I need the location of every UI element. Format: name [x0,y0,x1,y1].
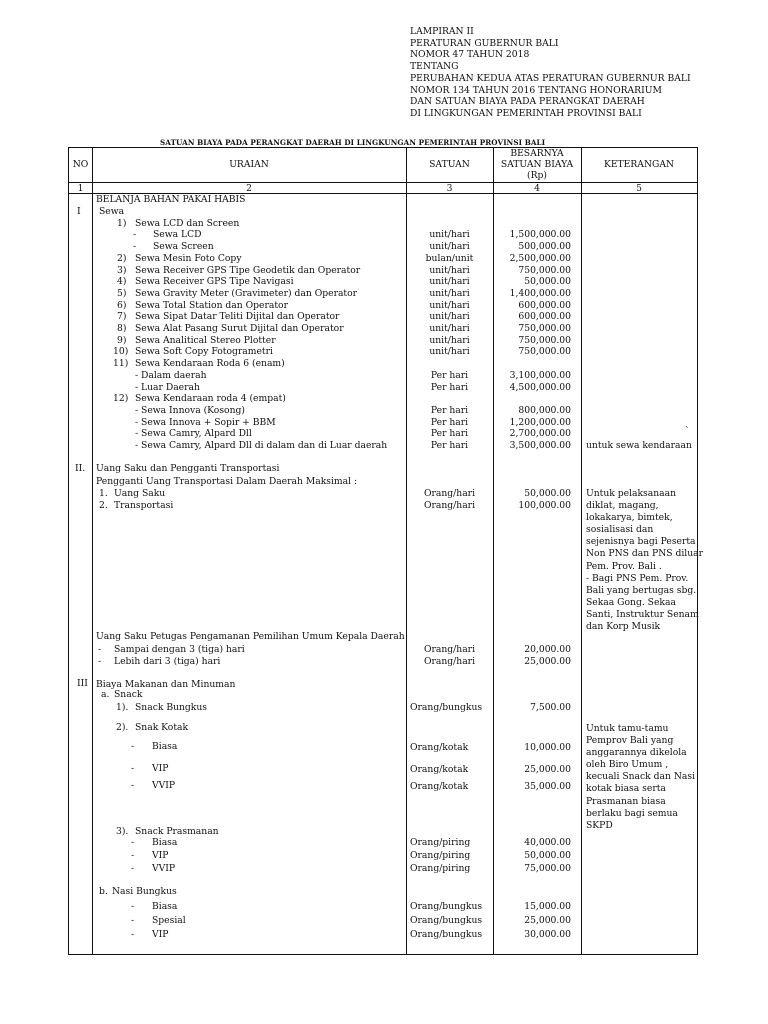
item-number: 2. [99,500,108,511]
header-besarnya-line: BESARNYA [510,148,564,159]
unit-cell: unit/hari [429,299,470,311]
item-description: - Sewa Innova (Kosong) [135,404,245,416]
cost-value: 4,500,000.00 [509,381,571,393]
item-number: - [131,780,135,791]
unit-cell: unit/hari [429,311,470,323]
note-line: Pem. Prov. Bali . [586,560,662,572]
column-divider [581,148,582,954]
unit-cell: Orang/bungkus [410,929,483,940]
cost-value: 800,000.00 [518,404,571,416]
cost-value: 3,100,000.00 [509,369,571,381]
cost-value: 3,500,000.00 [509,440,571,451]
item-description: Sewa Analitical Stereo Plotter [135,334,276,346]
item-number: b. [99,886,108,897]
item-number: - [131,837,135,848]
cost-value: 100,000.00 [518,500,571,511]
header-line: DI LINGKUNGAN PEMERINTAH PROVINSI BALI [410,107,642,119]
item-description: - Dalam daerah [135,369,207,381]
unit-cell: unit/hari [429,276,470,288]
cost-value: 2,500,000.00 [509,252,571,264]
cost-value: 25,000.00 [524,764,571,775]
unit-cell: Per hari [430,381,469,393]
item-number: - [131,901,135,912]
row-note: untuk sewa kendaraan [586,440,692,451]
cost-value: 30,000.00 [524,929,571,940]
header-uraian: URAIAN [229,159,269,170]
header-no: NO [72,159,89,170]
item-description: Sewa Kendaraan Roda 6 (enam) [135,358,285,370]
note-line: Untuk pelaksanaan [586,488,677,499]
unit-cell: Orang/kotak [410,781,469,792]
unit-cell: Per hari [430,416,469,428]
item-description: VIP [152,850,169,861]
column-divider [92,148,93,954]
section-title: Uang Saku dan Pengganti Transportasi [96,463,280,474]
item-number: 1. [99,488,108,499]
item-description: Snack [114,689,143,700]
col-number: 3 [446,183,453,194]
item-description: Sewa Mesin Foto Copy [135,252,242,264]
section-title: Biaya Makanan dan Minuman [96,679,236,690]
note-line: anggarannya dikelola [586,747,687,759]
item-description: Sampai dengan 3 (tiga) hari [114,644,245,655]
cost-value: 7,500.00 [530,702,571,713]
row-number: II. [75,463,86,474]
unit-cell: Per hari [430,369,469,381]
item-description: Biasa [152,901,178,912]
cost-value: 25,000.00 [524,656,571,667]
header-line: DAN SATUAN BIAYA PADA PERANGKAT DAERAH [410,96,645,108]
header-satuan: SATUAN [429,159,470,170]
unit-cell: unit/hari [429,229,470,241]
unit-cell: Orang/piring [410,837,471,848]
note-line: sosialisasi dan [586,524,654,536]
note-line: kotak biasa serta [586,783,666,795]
document-title: SATUAN BIAYA PADA PERANGKAT DAERAH DI LINGKUNGAN PEMERINTAH PROVINSI BALI [160,138,546,147]
item-description: Snak Kotak [135,722,189,733]
item-description: Sewa Gravity Meter (Gravimeter) dan Operator [135,287,358,299]
item-number: 2) [117,252,127,264]
item-number: - [98,644,102,655]
cost-value: 1,500,000.00 [509,229,571,241]
item-number: 12) [113,393,129,405]
row-number: I [77,206,81,217]
cost-value: 600,000.00 [518,311,571,323]
item-number: - [133,229,137,241]
cost-value: 35,000.00 [524,781,571,792]
cost-value: 75,000.00 [524,863,571,874]
header-line: PERATURAN GUBERNUR BALI [410,37,559,49]
cost-value: 750,000.00 [518,334,571,346]
item-description: Sewa Soft Copy Fotogrametri [135,346,273,358]
unit-cell: Per hari [430,404,469,416]
item-description: Biasa [152,837,178,848]
unit-cell: unit/hari [429,323,470,334]
cost-value: 750,000.00 [518,346,571,358]
cost-value: 500,000.00 [518,241,571,253]
subsection-title: Uang Saku Petugas Pengamanan Pemilihan Umum Kepala Daerah [96,631,405,642]
item-description: Sewa [99,206,125,217]
item-description: VVIP [152,780,176,791]
unit-cell: unit/hari [429,346,470,358]
item-description: Spesial [152,915,186,926]
cost-value: 50,000.00 [524,276,571,288]
item-number: 7) [117,311,127,323]
item-number: 8) [117,323,127,334]
unit-cell: unit/hari [429,334,470,346]
item-description: Biasa [152,741,178,752]
unit-cell: Orang/hari [423,488,476,499]
cost-value: 750,000.00 [518,323,571,334]
note-line: kecuali Snack dan Nasi [586,771,696,783]
item-description: Uang Saku [114,488,166,499]
cost-value: 1,400,000.00 [509,287,571,299]
item-description: - Luar Daerah [135,381,200,393]
col-number: 4 [534,183,540,194]
note-line: - Bagi PNS Pem. Prov. [586,572,689,584]
item-description: - Sewa Camry, Alpard Dll [135,428,252,440]
item-number: 9) [117,334,127,346]
item-number: 1) [117,217,127,229]
item-number: 5) [117,287,127,299]
item-number: - [98,656,102,667]
unit-cell: Orang/bungkus [410,901,483,912]
item-description: VVIP [152,863,176,874]
item-description: VIP [152,763,169,774]
note-line: Sekaa Gong. Sekaa [586,596,676,608]
item-number: 4) [117,276,127,288]
item-number: - [131,863,135,874]
item-description: Sewa Sipat Datar Teliti Dijital dan Operator [135,311,340,323]
header-besarnya-line: SATUAN BIAYA [500,159,574,170]
unit-cell: Orang/hari [423,644,476,655]
item-number: - [131,915,135,926]
item-number: 6) [117,299,127,311]
note-line: Santi, Instruktur Senam [586,608,699,620]
unit-cell: bulan/unit [425,252,474,264]
header-besarnya [493,148,581,181]
unit-cell: unit/hari [429,241,470,253]
note-line: Bali yang bertugas sbg. [586,584,697,596]
item-description: Transportasi [114,500,174,511]
item-number: - [131,929,135,940]
note-line: diklat, magang, [586,500,659,512]
item-description: Sewa Kendaraan roda 4 (empat) [135,393,286,405]
cost-value: 750,000.00 [518,264,571,276]
note-block [586,488,703,633]
unit-cell: Orang/bungkus [410,702,483,713]
item-number: 3) [117,264,127,276]
unit-cell: Orang/bungkus [410,915,483,926]
cost-value: 15,000.00 [524,901,571,912]
item-number: - [131,741,135,752]
note-line: Prasmanan biasa [586,795,666,807]
item-description: Sewa Total Station dan Operator [135,299,288,311]
unit-cell: unit/hari [429,264,470,276]
unit-cell: Orang/hari [423,656,476,667]
item-description: - Sewa Camry, Alpard Dll di dalam dan di Luar daerah [135,440,388,451]
cost-value: 25,000.00 [524,915,571,926]
header-line: NOMOR 134 TAHUN 2016 TENTANG HONORARIUM [410,84,662,96]
unit-cell: unit/hari [429,287,470,299]
cost-value: 2,700,000.00 [509,428,571,440]
item-description: VIP [152,929,169,940]
section-title: BELANJA BAHAN PAKAI HABIS [96,194,246,205]
item-number: 2). [116,722,129,733]
col-number: 2 [246,183,252,194]
cost-value: 10,000.00 [524,742,571,753]
unit-cell: Orang/piring [410,863,471,874]
note-block [586,723,695,832]
note-line: dan Korp Musik [586,621,661,633]
note-line: Non PNS dan PNS diluar [586,548,704,560]
cost-value: 50,000.00 [524,488,571,499]
note-line: Untuk tamu-tamu [586,723,669,734]
row-number: III [77,678,88,689]
item-number: - [131,850,135,861]
document-header [410,26,691,120]
section-subtitle: Pengganti Uang Transportasi Dalam Daerah Maksimal : [96,476,358,487]
note-line: oleh Biro Umum , [586,759,669,771]
note-line: sejenisnya bagi Peserta [586,536,696,548]
item-number: - [133,241,137,253]
unit-cell: Per hari [430,428,469,440]
cost-value: 40,000.00 [524,837,571,848]
header-line: TENTANG [410,61,459,73]
header-line: NOMOR 47 TAHUN 2018 [410,49,530,61]
item-description: Sewa Receiver GPS Tipe Navigasi [135,276,294,288]
col-number: 1 [77,183,84,194]
unit-cell: Orang/hari [423,500,476,511]
item-description: Snack Bungkus [135,702,207,713]
item-description: Nasi Bungkus [112,886,177,897]
item-number: 1). [116,702,129,713]
item-number: 3). [116,826,129,837]
item-description: Sewa Alat Pasang Surut Dijital dan Operator [135,323,344,334]
row-mark: ` [685,426,690,438]
cost-value: 1,200,000.00 [509,416,571,428]
item-description: Lebih dari 3 (tiga) hari [114,656,221,667]
item-description: Snack Prasmanan [135,826,219,837]
unit-cell: Per hari [430,440,469,451]
item-description: Sewa LCD [153,229,202,241]
unit-cell: Orang/kotak [410,742,469,753]
cost-value: 20,000.00 [524,644,571,655]
item-description: Sewa LCD dan Screen [135,217,240,229]
note-line: berlaku bagi semua [586,807,678,819]
item-number: a. [101,689,110,700]
item-description: Sewa Screen [153,241,214,253]
unit-cell: Orang/piring [410,850,471,861]
unit-cell: Orang/kotak [410,764,469,775]
cost-value: 600,000.00 [518,299,571,311]
col-number: 5 [636,183,642,194]
item-description: Sewa Receiver GPS Tipe Geodetik dan Operator [135,264,361,276]
header-besarnya-line: (Rp) [527,170,547,181]
header-line: PERUBAHAN KEDUA ATAS PERATURAN GUBERNUR BALI [410,72,691,84]
item-description: - Sewa Innova + Sopir + BBM [135,416,276,428]
item-number: - [131,763,135,774]
note-line: SKPD [586,819,613,831]
header-keterangan: KETERANGAN [603,159,674,170]
note-line: Pemprov Bali yang [586,735,674,747]
note-line: lokakarya, bimtek, [586,512,673,524]
cost-table [68,147,704,955]
item-number: 11) [113,358,129,370]
item-number: 10) [113,346,129,358]
cost-value: 50,000.00 [524,850,571,861]
header-line: LAMPIRAN II [410,26,474,37]
